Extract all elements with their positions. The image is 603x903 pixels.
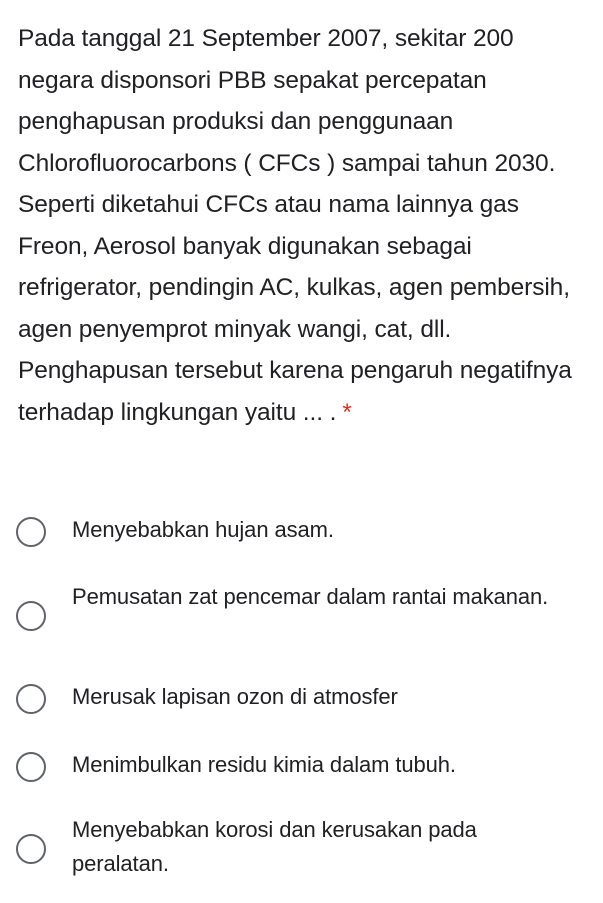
option-label[interactable]: Merusak lapisan ozon di atmosfer <box>72 684 398 709</box>
question-body: Pada tanggal 21 September 2007, sekitar 200 negara disponsori PBB sepakat percepatan penghapusan produksi dan penggunaan Chlorofluorocarbons ( CFCs ) sampai tahun 2030. Seperti diketahui CFCs atau nama lainnya gas Freon, Aerosol banyak digunakan sebagai refrigerator, pendingin AC, kulkas, agen pembersih, agen penyemprot minyak wangi, cat, dll. Penghapusan tersebut karena pengaruh negatifnya terhadap lingkungan yaitu ... . <box>18 25 572 426</box>
radio-button-icon[interactable] <box>16 834 46 864</box>
radio-button-icon[interactable] <box>16 752 46 782</box>
radio-button-icon[interactable] <box>16 601 46 631</box>
required-asterisk: * <box>342 398 352 426</box>
option-label[interactable]: Pemusatan zat pencemar dalam rantai makanan. <box>72 584 549 609</box>
option-label[interactable]: Menimbulkan residu kimia dalam tubuh. <box>72 752 456 777</box>
option-label[interactable]: Menyebabkan hujan asam. <box>72 517 334 542</box>
radio-button-icon[interactable] <box>16 517 46 547</box>
radio-button-icon[interactable] <box>16 684 46 714</box>
option-label[interactable]: Menyebabkan korosi dan kerusakan pada peralatan. <box>72 817 477 876</box>
